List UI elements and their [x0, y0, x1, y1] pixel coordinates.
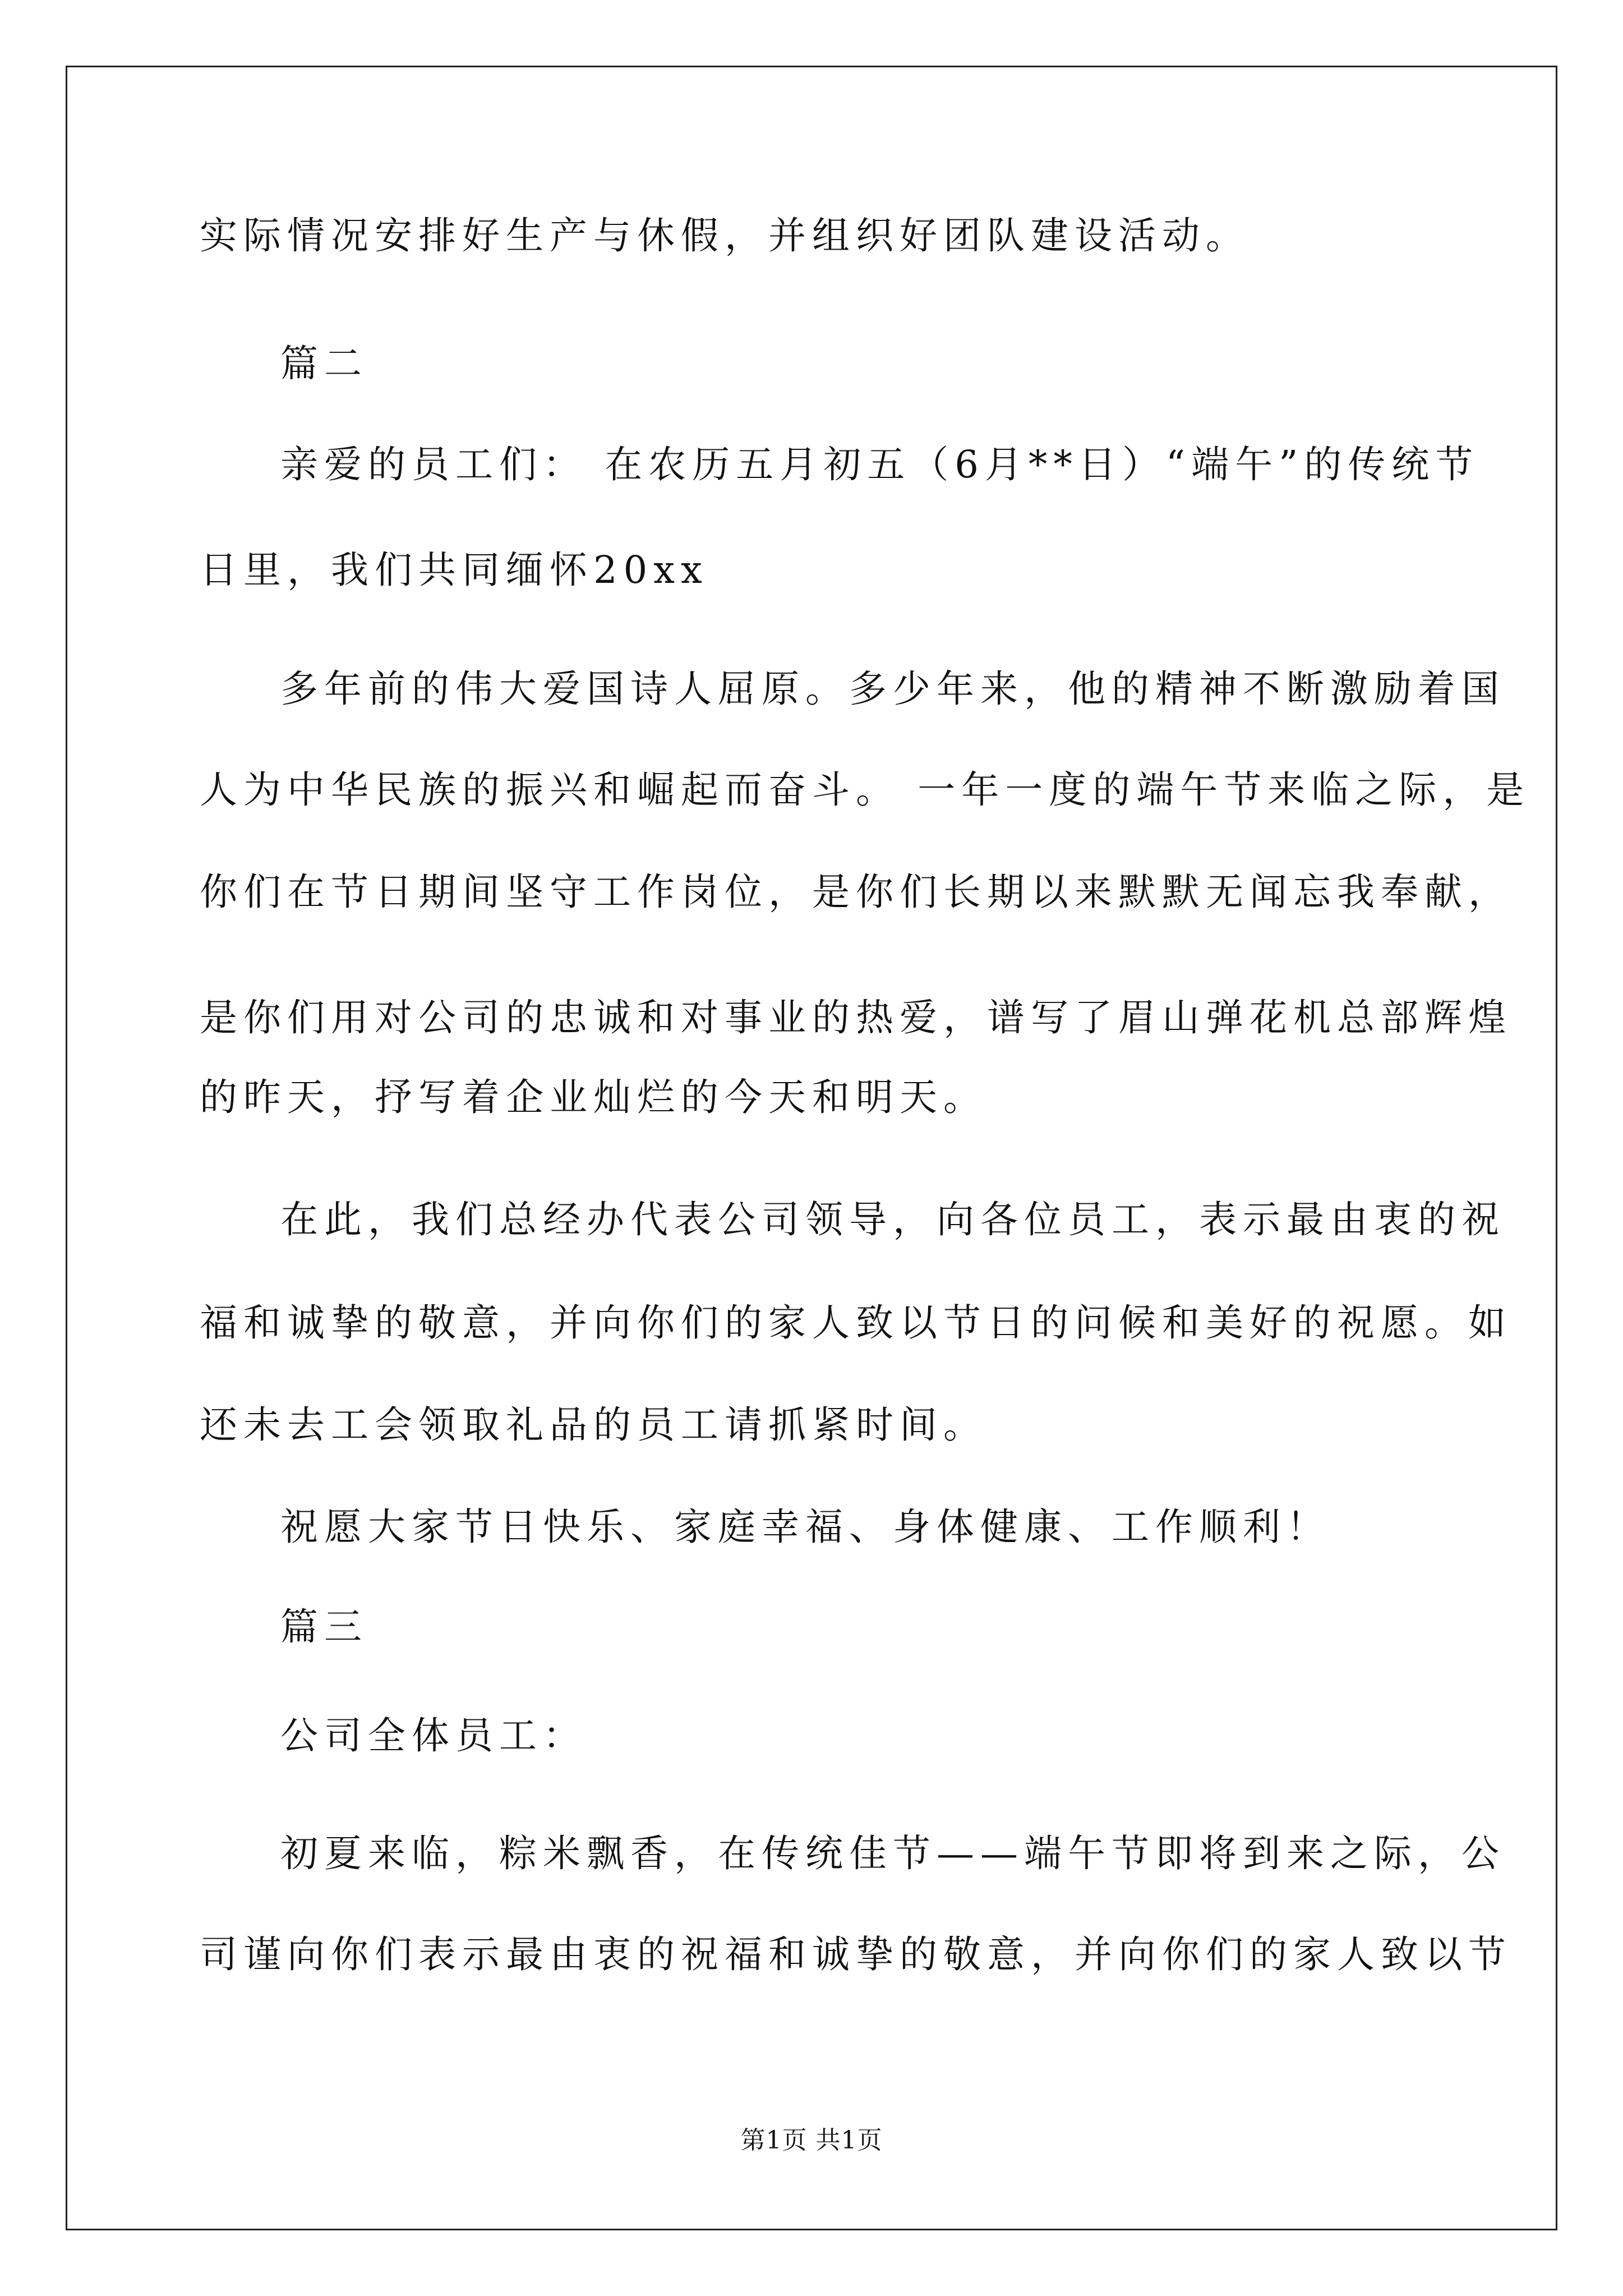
section-heading-2: 篇二	[280, 342, 368, 385]
body-line: 祝愿大家节日快乐、家庭幸福、身体健康、工作顺利！	[280, 1505, 1330, 1549]
body-line: 福和诚挚的敬意，并向你们的家人致以节日的问候和美好的祝愿。如	[200, 1301, 1512, 1345]
body-line: 你们在节日期间坚守工作岗位，是你们长期以来默默无闻忘我奉献，	[200, 870, 1512, 914]
body-line: 司谨向你们表示最由衷的祝福和诚挚的敬意，并向你们的家人致以节	[200, 1932, 1512, 1976]
body-line: 的昨天，抒写着企业灿烂的今天和明天。	[200, 1075, 987, 1119]
body-line: 日里，我们共同缅怀20xx	[200, 548, 708, 592]
body-line: 亲爱的员工们： 在农历五月初五（6月**日）“端午”的传统节	[280, 443, 1479, 486]
body-line: 人为中华民族的振兴和崛起而奋斗。 一年一度的端午节来临之际，是	[200, 768, 1530, 812]
body-line: 是你们用对公司的忠诚和对事业的热爱，谱写了眉山弹花机总部辉煌	[200, 996, 1512, 1039]
body-line: 初夏来临，粽米飘香，在传统佳节——端午节即将到来之际，公	[280, 1832, 1505, 1875]
body-line: 多年前的伟大爱国诗人屈原。多少年来，他的精神不断激励着国	[280, 667, 1505, 711]
body-line: 还未去工会领取礼品的员工请抓紧时间。	[200, 1403, 987, 1447]
body-line: 在此，我们总经办代表公司领导，向各位员工，表示最由衷的祝	[280, 1198, 1505, 1241]
salutation: 公司全体员工：	[280, 1714, 587, 1757]
section-heading-3: 篇三	[280, 1605, 368, 1649]
page-number-footer: 第1页 共1页	[740, 2126, 883, 2155]
body-line: 实际情况安排好生产与休假，并组织好团队建设活动。	[200, 214, 1249, 257]
